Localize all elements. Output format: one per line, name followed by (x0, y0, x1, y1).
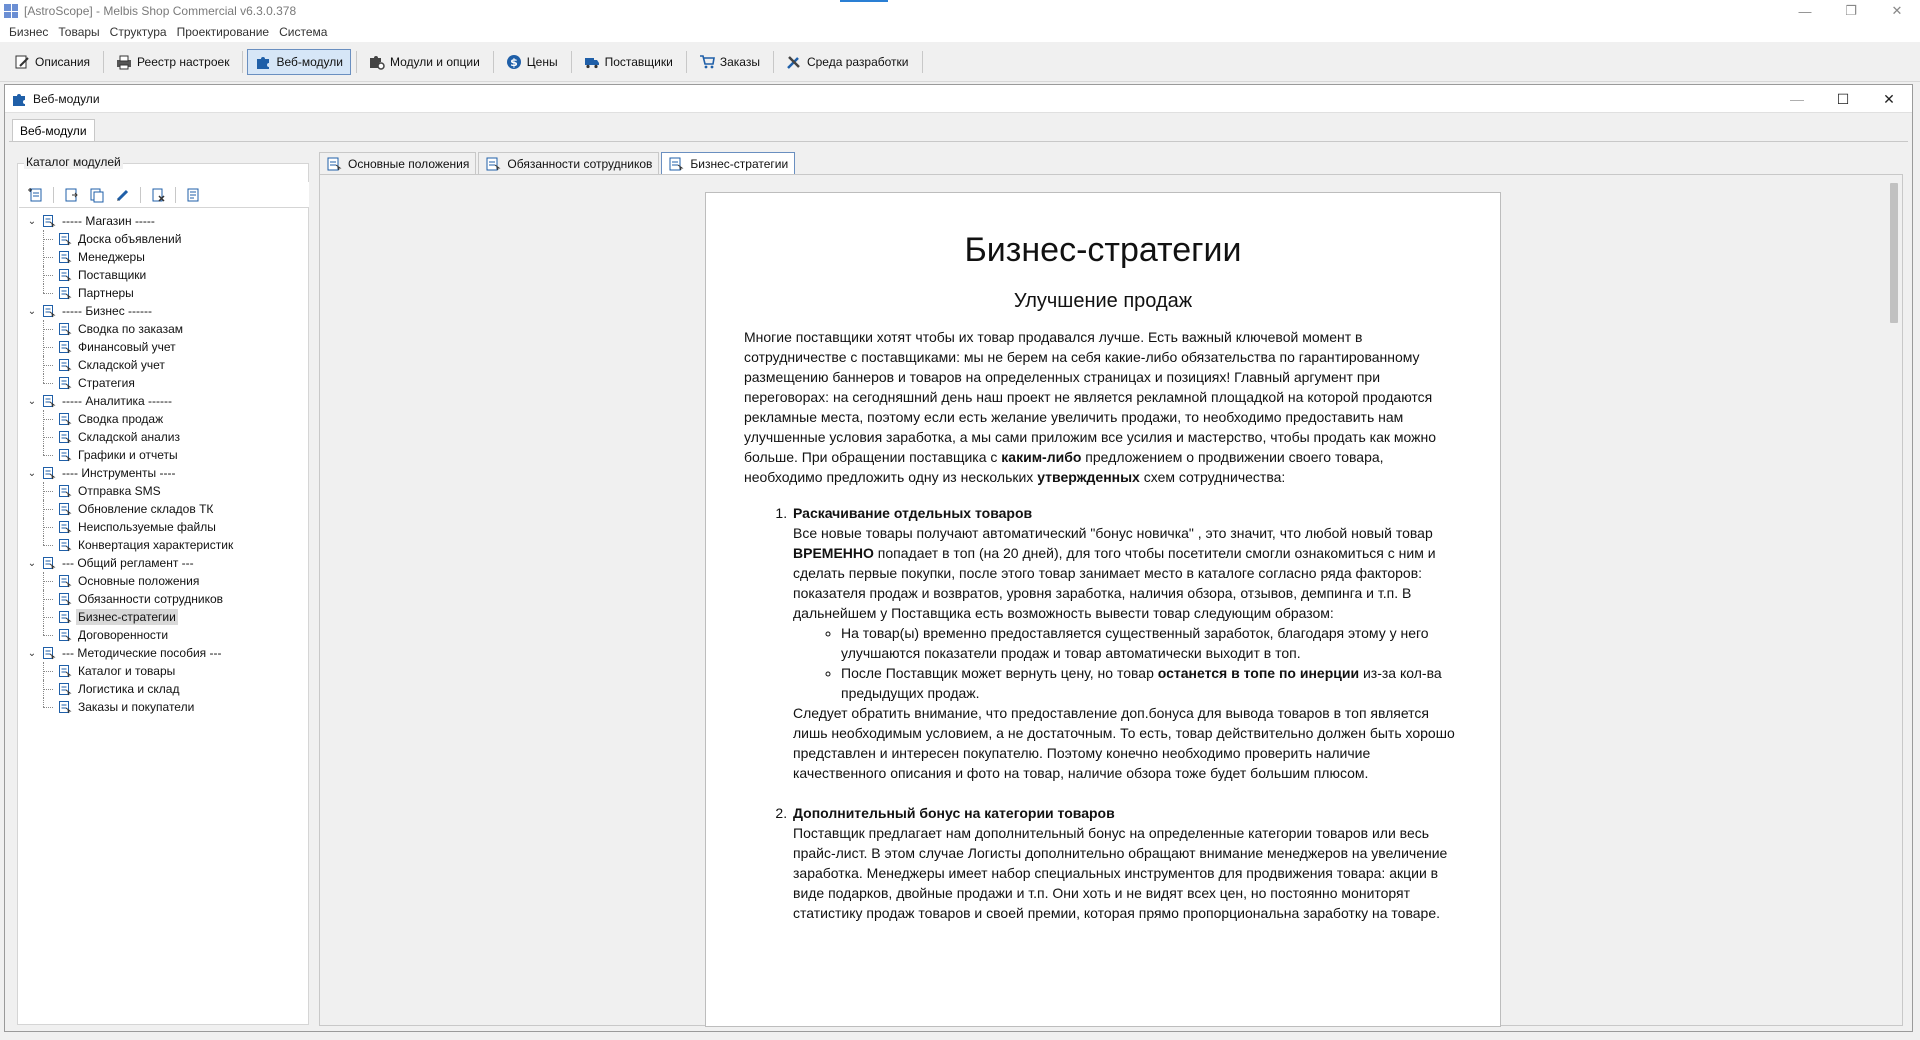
toolbar-settings-registry-button[interactable] (108, 49, 237, 75)
toolbar-separator (922, 51, 923, 73)
web-module-icon (58, 376, 72, 390)
tree-group-node[interactable] (22, 464, 306, 482)
module-group-icon (42, 394, 56, 408)
catalog-toolbar-separator (175, 187, 176, 203)
toolbar-descriptions-button[interactable] (6, 49, 98, 75)
dollar-coin-icon (506, 54, 522, 70)
tab-web-modules[interactable]: Веб-модули (12, 119, 95, 141)
strategy-bullets (793, 623, 1462, 703)
tree-module-label: Основные положения (78, 574, 200, 588)
toolbar-settings-registry-label: Реестр настроек (137, 54, 230, 69)
tree-group-node[interactable] (22, 554, 306, 572)
toolbar-prices-button[interactable] (498, 49, 566, 75)
toolbar-modules-options-button[interactable] (361, 49, 488, 75)
tree-guide-line (43, 689, 53, 690)
strategy-bullet: ◦ На товар(ы) временно предоставляется существенный заработок, благодаря этому у него улучшаются показатели продаж и товар автоматически выходит в топ. (841, 623, 1462, 663)
strategy-item-title: Раскачивание отдельных товаров (793, 505, 1033, 521)
web-modules-window-title: Веб-модули (33, 91, 100, 106)
tab-basic-provisions[interactable] (319, 152, 476, 174)
tree-module-label: Заказы и покупатели (78, 700, 195, 714)
toolbar-separator (773, 51, 774, 73)
menu-item-structure[interactable]: Структура (109, 25, 167, 39)
strategy-item-text: Все новые товары получают автоматический "бонус новичка" , это значит, что любой новый товар ВРЕМЕННО попадает в топ (на 20 дней), для того чтобы посетители смогли ознакомиться с ним и сделать первые покупки, после этого товар занимает место в каталоге согласно ряда факторов: показателя продаж и возвратов, уровня заработка, наличия обзора, отзывов, демпинга и т.п. В дальнейшем у Поставщика есть возможность вывести товар следующим образом: (793, 525, 1436, 621)
collapse-chevron-icon[interactable]: ⌄ (27, 557, 37, 569)
web-page-icon (326, 156, 342, 172)
truck-icon (584, 54, 600, 70)
puzzle-gear-icon (369, 54, 385, 70)
edit-document-icon (14, 54, 30, 70)
tools-icon (786, 54, 802, 70)
web-modules-window-title-bar (5, 85, 1912, 113)
tree-guide-line (43, 491, 53, 492)
tree-module-node[interactable] (22, 284, 306, 302)
toolbar-separator (493, 51, 494, 73)
module-group-icon (42, 214, 56, 228)
title-accent-line (840, 0, 888, 2)
toolbar-separator (356, 51, 357, 73)
app-title-bar (0, 0, 1920, 22)
tree-module-node[interactable] (22, 266, 306, 284)
svg-text:$: $ (509, 55, 518, 69)
minimize-icon[interactable]: — (1790, 91, 1804, 107)
menu-item-products[interactable]: Товары (58, 25, 100, 39)
web-module-icon (58, 502, 72, 516)
minimize-icon[interactable]: — (1798, 3, 1812, 19)
tree-guide-line (43, 617, 53, 618)
tree-module-label: Конвертация характеристик (78, 538, 234, 552)
tree-module-node[interactable] (22, 608, 306, 626)
collapse-chevron-icon[interactable]: ⌄ (27, 395, 37, 407)
tree-module-node[interactable] (22, 680, 306, 698)
tree-module-label: Неиспользуемые файлы (78, 520, 216, 534)
tree-module-node[interactable] (22, 338, 306, 356)
tree-guide-line (43, 509, 53, 510)
app-logo-icon (4, 4, 18, 18)
tree-guide-line (43, 635, 53, 636)
close-icon[interactable]: ✕ (1891, 3, 1903, 18)
module-catalog-frame (17, 163, 309, 1025)
web-module-icon (58, 412, 72, 426)
toolbar-suppliers-label: Поставщики (604, 54, 673, 69)
toolbar-descriptions-label: Описания (35, 54, 91, 69)
module-group-icon (42, 304, 56, 318)
tree-guide-line (43, 437, 53, 438)
catalog-toolbar (19, 182, 309, 208)
tree-module-label: Поставщики (78, 268, 147, 282)
restore-icon[interactable]: ❐ (1845, 3, 1857, 18)
collapse-chevron-icon[interactable]: ⌄ (27, 215, 37, 227)
tree-module-label: Каталог и товары (78, 664, 176, 678)
document-scrollbar-thumb[interactable] (1890, 183, 1898, 323)
tree-module-node[interactable] (22, 572, 306, 590)
strategy-list (744, 503, 1462, 923)
content-tab-strip (319, 152, 797, 174)
tree-module-label: Графики и отчеты (78, 448, 178, 462)
tree-module-label: Сводка по заказам (78, 322, 183, 336)
module-group-icon (42, 466, 56, 480)
strategy-item-note: Следует обратить внимание, что предоставление доп.бонуса для вывода товаров в топ является лишь необходимым условием, а не достаточным. То есть, товар действительно должен быть хорошо представлен и интересен покупателю. Поэтому конечно необходимо проверить наличие качественного описания и фото на товар, наличие обзора тоже будет большим плюсом. (793, 705, 1455, 781)
tree-module-node[interactable] (22, 500, 306, 518)
tree-module-node[interactable] (22, 356, 306, 374)
toolbar-dev-environment-button[interactable] (778, 49, 917, 75)
tree-group-label: ---- Инструменты ---- (62, 466, 176, 480)
menu-item-design[interactable]: Проектирование (176, 25, 270, 39)
tree-guide-line (43, 383, 53, 384)
module-catalog-panel (17, 155, 309, 1025)
copy-module-icon[interactable] (88, 186, 106, 204)
tree-module-label: Финансовый учет (78, 340, 176, 354)
main-toolbar (0, 42, 1920, 82)
document-intro: Многие поставщики хотят чтобы их товар продавался лучше. Есть важный ключевой момент в сотрудничестве с поставщиками: мы не берем на себя какие-либо обязательства по гарантированному размещению баннеров и товаров на определенных страницах и позициях! Главный аргумент при переговорах: на сегодняшний день наш проект не является рекламной площадкой на которой продаются рекламные места, поэтому если есть желание увеличить продажи, то необходимо предоставить нам улучшенные условия заработка, а мы сами приложим все усилия и мастерство, чтобы продать как можно больше. При обращении поставщика с каким-либо предложением о продвижении своего товара, необходимо предложить одну из нескольких утвержденных схем сотрудничества: (744, 329, 1437, 485)
catalog-toolbar-separator (140, 187, 141, 203)
tree-module-label: Стратегия (78, 376, 135, 390)
strategy-item-text: Поставщик предлагает нам дополнительный бонус на определенные категории товаров или весь прайс-лист. В этом случае Логисты дополнительно обращают внимание менеджеров на увеличение заработка. Менеджеры имеет набор специальных инструментов для продвижения товара: акции в виде подарков, двойные продажи и т.п. Они хоть и не видят всех цен, но постоянно мониторят статистику продаж товаров и своей премии, которая прямо пропорциональна заработку на товаре. (793, 825, 1448, 921)
menu-bar (0, 22, 1920, 42)
tree-guide-line (43, 419, 53, 420)
tree-guide-line (43, 374, 44, 383)
tree-module-node[interactable] (22, 626, 306, 644)
web-module-icon (58, 358, 72, 372)
tree-module-node[interactable] (22, 320, 306, 338)
web-module-icon (58, 682, 72, 696)
tree-module-label: Сводка продаж (78, 412, 164, 426)
tree-guide-line (43, 257, 53, 258)
puzzle-icon (11, 91, 27, 107)
catalog-toolbar-separator (53, 187, 54, 203)
toolbar-separator (103, 51, 104, 73)
module-catalog-label: Каталог модулей (26, 155, 121, 169)
collapse-chevron-icon[interactable]: ⌄ (27, 647, 37, 659)
close-icon[interactable]: ✕ (1883, 90, 1895, 107)
strategy-item (791, 503, 1462, 783)
maximize-icon[interactable]: ☐ (1836, 90, 1850, 107)
tree-guide-line (43, 275, 53, 276)
strategy-item-title: Дополнительный бонус на категории товаров (793, 805, 1115, 821)
web-module-icon (58, 250, 72, 264)
tree-module-label: Бизнес-стратегии (78, 610, 176, 624)
tree-module-label: Доска объявлений (78, 232, 182, 246)
web-modules-window (4, 84, 1913, 1032)
tree-module-label: Складской анализ (78, 430, 181, 444)
tree-guide-line (43, 455, 53, 456)
tree-group-label: --- Методические пособия --- (62, 646, 222, 660)
tree-guide-line (43, 707, 53, 708)
toolbar-web-modules-button[interactable] (247, 49, 351, 75)
tree-module-node[interactable] (22, 446, 306, 464)
web-module-icon (58, 430, 72, 444)
document-page (705, 192, 1501, 1027)
tree-guide-line (43, 446, 44, 455)
web-module-icon (58, 232, 72, 246)
tree-guide-line (43, 527, 53, 528)
tree-guide-line (43, 626, 44, 635)
tree-group-node[interactable] (22, 302, 306, 320)
tree-module-label: Складской учет (78, 358, 165, 372)
web-module-icon (58, 538, 72, 552)
web-module-icon (58, 664, 72, 678)
web-module-icon (58, 628, 72, 642)
web-module-icon (58, 574, 72, 588)
menu-item-system[interactable]: Система (279, 25, 328, 39)
tree-group-label: ----- Магазин ----- (62, 214, 155, 228)
add-module-icon[interactable] (27, 186, 45, 204)
toolbar-orders-button[interactable] (691, 49, 768, 75)
tree-guide-line (43, 671, 53, 672)
web-module-icon (58, 268, 72, 282)
toolbar-modules-options-label: Модули и опции (389, 54, 480, 69)
toolbar-orders-label: Заказы (719, 54, 760, 69)
delete-module-icon[interactable] (149, 186, 167, 204)
tree-guide-line (43, 599, 53, 600)
toolbar-suppliers-button[interactable] (576, 49, 681, 75)
collapse-chevron-icon[interactable]: ⌄ (27, 305, 37, 317)
tree-module-node[interactable] (22, 374, 306, 392)
tab-business-strategies[interactable] (661, 152, 795, 174)
tree-module-label: Партнеры (78, 286, 134, 300)
toolbar-separator (686, 51, 687, 73)
tree-group-label: ----- Бизнес ------ (62, 304, 153, 318)
printer-icon (116, 54, 132, 70)
document-title: Бизнес-стратегии (964, 231, 1242, 269)
tab-business-strategies-label: Бизнес-стратегии (690, 156, 789, 171)
toolbar-dev-environment-label: Среда разработки (806, 54, 909, 69)
web-module-icon (58, 520, 72, 534)
tree-module-label: Отправка SMS (78, 484, 161, 498)
toolbar-web-modules-label: Веб-модули (276, 54, 343, 69)
document-viewer (319, 174, 1903, 1026)
collapse-chevron-icon[interactable]: ⌄ (27, 467, 37, 479)
web-module-icon (58, 340, 72, 354)
edit-module-icon[interactable] (114, 186, 132, 204)
toolbar-separator (242, 51, 243, 73)
tree-group-label: ----- Аналитика ------ (62, 394, 173, 408)
toolbar-separator (571, 51, 572, 73)
strategy-item (791, 803, 1462, 923)
tree-guide-line (43, 365, 53, 366)
tree-group-node[interactable] (22, 212, 306, 230)
tree-group-node[interactable] (22, 392, 306, 410)
web-module-icon (58, 484, 72, 498)
tab-employee-duties-label: Обязанности сотрудников (507, 156, 653, 171)
tree-guide-line (43, 239, 53, 240)
tree-module-node[interactable] (22, 248, 306, 266)
tree-guide-line (43, 581, 53, 582)
strategy-bullet: ◦ После Поставщик может вернуть цену, но товар останется в топе по инерции из-за кол-ва предыдущих продаж. (841, 663, 1462, 703)
toolbar-prices-label: Цены (526, 54, 558, 69)
web-modules-window-controls (1774, 85, 1912, 113)
tree-module-label: Менеджеры (78, 250, 145, 264)
tree-guide-line (43, 545, 53, 546)
app-window-controls (1782, 0, 1920, 22)
tree-module-label: Обязанности сотрудников (78, 592, 224, 606)
tree-module-node[interactable] (22, 662, 306, 680)
tree-module-label: Договоренности (78, 628, 169, 642)
tree-module-node[interactable] (22, 698, 306, 716)
web-module-icon (58, 592, 72, 606)
module-group-icon (42, 556, 56, 570)
tree-module-node[interactable] (22, 482, 306, 500)
web-module-icon (58, 448, 72, 462)
cart-icon (699, 54, 715, 70)
module-group-icon (42, 646, 56, 660)
web-module-icon (58, 286, 72, 300)
add-child-module-icon[interactable] (62, 186, 80, 204)
module-properties-icon[interactable] (184, 186, 202, 204)
tree-guide-line (43, 329, 53, 330)
tree-group-node[interactable] (22, 644, 306, 662)
tree-guide-line (43, 347, 53, 348)
web-page-icon (485, 156, 501, 172)
tree-module-node[interactable] (22, 410, 306, 428)
tree-module-node[interactable] (22, 230, 306, 248)
tree-group-label: --- Общий регламент --- (62, 556, 194, 570)
tree-module-node[interactable] (22, 518, 306, 536)
tab-employee-duties[interactable] (478, 152, 659, 174)
tree-module-node[interactable] (22, 428, 306, 446)
menu-item-business[interactable]: Бизнес (9, 25, 49, 39)
tree-guide-line (43, 293, 53, 294)
tree-guide-line (43, 284, 44, 293)
web-page-icon (668, 156, 684, 172)
tree-module-node[interactable] (22, 536, 306, 554)
tree-guide-line (43, 698, 44, 707)
puzzle-icon (255, 54, 271, 70)
tree-module-label: Логистика и склад (78, 682, 180, 696)
tree-module-label: Обновление складов ТК (78, 502, 214, 516)
web-module-icon (58, 610, 72, 624)
app-title: [AstroScope] - Melbis Shop Commercial v6.3.0.378 (24, 4, 297, 18)
web-module-icon (58, 322, 72, 336)
tree-guide-line (43, 536, 44, 545)
tree-module-node[interactable] (22, 590, 306, 608)
tab-basic-provisions-label: Основные положения (348, 156, 470, 171)
document-subtitle: Улучшение продаж (1013, 290, 1193, 312)
module-tree (22, 212, 306, 716)
web-module-icon (58, 700, 72, 714)
